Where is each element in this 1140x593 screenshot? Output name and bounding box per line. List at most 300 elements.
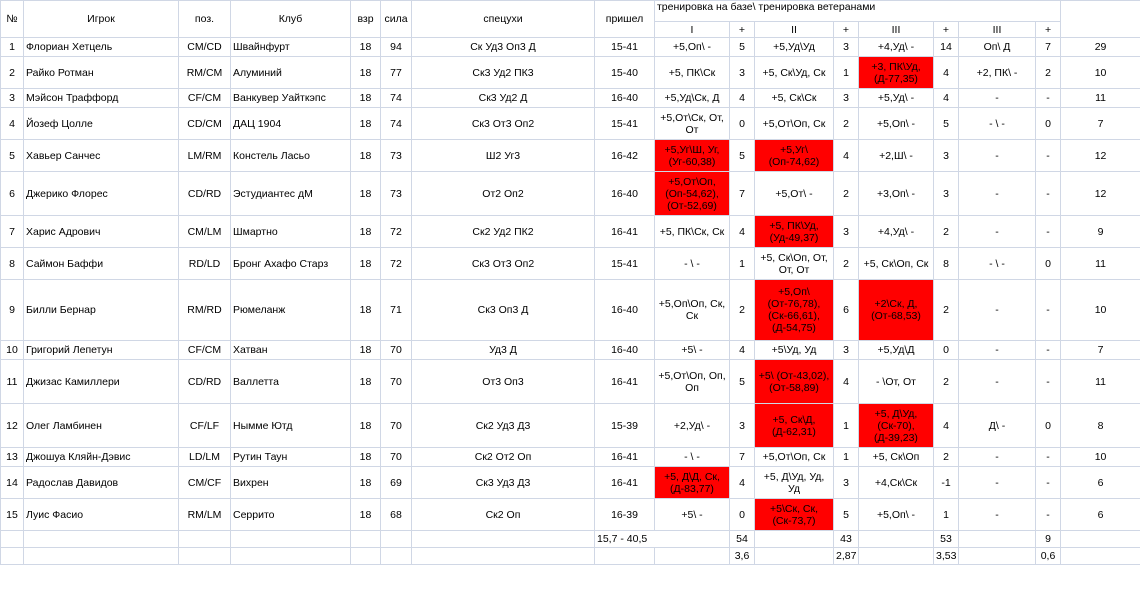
cell-p1: 7: [730, 448, 755, 467]
cell-specs: Ск3 От3 Оп2: [412, 108, 595, 140]
cell-specs: Ск3 Уд3 Д3: [412, 467, 595, 499]
cell-num: 4: [1, 108, 24, 140]
cell-t4: -: [959, 499, 1036, 531]
cell-p2: 2: [834, 108, 859, 140]
cell-came: 15-40: [595, 57, 655, 89]
cell-power: 70: [381, 404, 412, 448]
cell-player: Джерико Флорес: [24, 172, 179, 216]
cell-came: 16-40: [595, 280, 655, 341]
cell-t4: -: [959, 216, 1036, 248]
cell-specs: Ск2 От2 Оп: [412, 448, 595, 467]
cell-club: ДАЦ 1904: [231, 108, 351, 140]
cell-power: 73: [381, 140, 412, 172]
cell-power: 70: [381, 448, 412, 467]
cell-total: 8: [1061, 404, 1140, 448]
cell-num: 5: [1, 140, 24, 172]
cell-t3: +5,Оп\ -: [859, 499, 934, 531]
cell-specs: От3 Оп3: [412, 360, 595, 404]
cell-pos: RM/CM: [179, 57, 231, 89]
cell-total: 12: [1061, 140, 1140, 172]
cell-p2: 2: [834, 248, 859, 280]
cell-t3-highlight: +5, Д\Уд, (Ск-70), (Д-39,23): [859, 404, 934, 448]
cell-t3: +5, Ск\Оп, Ск: [859, 248, 934, 280]
cell-t2: +5\Уд, Уд: [755, 341, 834, 360]
table-row: [1, 172, 1140, 216]
cell-num: 7: [1, 216, 24, 248]
header-training-title: тренировка на базе\ тренировка ветеранами: [655, 1, 1061, 22]
cell-t2: +5,От\Оп, Ск: [755, 448, 834, 467]
cell-t1: +5,Уд\Ск, Д: [655, 89, 730, 108]
cell-num: 6: [1, 172, 24, 216]
cell-came: 16-41: [595, 467, 655, 499]
cell-t1: - \ -: [655, 448, 730, 467]
cell-p3: 4: [934, 57, 959, 89]
cell-p3: 8: [934, 248, 959, 280]
cell-p4-sum: 9: [1036, 531, 1061, 548]
cell-p3: 3: [934, 140, 959, 172]
cell-p4: 0: [1036, 248, 1061, 280]
cell-power: 72: [381, 248, 412, 280]
cell-p2: 1: [834, 404, 859, 448]
cell-num: 14: [1, 467, 24, 499]
cell-total: 10: [1061, 280, 1140, 341]
totals-row-sum: [1, 531, 1140, 548]
cell-t2: +5,От\ -: [755, 172, 834, 216]
cell-came: 16-40: [595, 172, 655, 216]
cell-num: 11: [1, 360, 24, 404]
cell-t2-highlight: +5, ПК\Уд, (Уд-49,37): [755, 216, 834, 248]
cell-player: Мэйсон Траффорд: [24, 89, 179, 108]
table-row: [1, 140, 1140, 172]
cell-p1: 4: [730, 216, 755, 248]
cell-t4: -: [959, 140, 1036, 172]
cell-num: 1: [1, 38, 24, 57]
cell-p2: 5: [834, 499, 859, 531]
cell-total: 10: [1061, 57, 1140, 89]
cell-age: 18: [351, 89, 381, 108]
cell-club: Серрито: [231, 499, 351, 531]
cell-power: 68: [381, 499, 412, 531]
cell-num: 12: [1, 404, 24, 448]
cell-came: 16-39: [595, 499, 655, 531]
cell-total: 7: [1061, 108, 1140, 140]
cell-power: 70: [381, 341, 412, 360]
totals-row-average: [1, 548, 1140, 565]
cell-p4: -: [1036, 89, 1061, 108]
cell-t2: +5,Уд\Уд: [755, 38, 834, 57]
cell-t1: +5,Оп\Оп, Ск, Ск: [655, 280, 730, 341]
cell-p1: 4: [730, 341, 755, 360]
cell-age: 18: [351, 172, 381, 216]
table-row: [1, 499, 1140, 531]
cell-club: Бронг Ахафо Старз: [231, 248, 351, 280]
header-age: взр: [351, 1, 381, 38]
cell-p3: 2: [934, 216, 959, 248]
cell-specs: Ск3 Оп3 Д: [412, 280, 595, 341]
cell-t3-highlight: +2\Ск, Д, (От-68,53): [859, 280, 934, 341]
table-row: [1, 467, 1140, 499]
cell-club: Вихрен: [231, 467, 351, 499]
cell-t3: +4,Уд\ -: [859, 38, 934, 57]
cell-pos: CM/CD: [179, 38, 231, 57]
cell-club: Швайнфурт: [231, 38, 351, 57]
cell-p1: 3: [730, 57, 755, 89]
header-t2: II: [755, 22, 834, 38]
cell-player: Флориан Хетцель: [24, 38, 179, 57]
cell-p2: 2: [834, 172, 859, 216]
cell-p2: 3: [834, 89, 859, 108]
cell-num: 15: [1, 499, 24, 531]
cell-came-average: 15,7 - 40,5: [595, 531, 730, 548]
cell-player: Харис Адрович: [24, 216, 179, 248]
cell-power: 77: [381, 57, 412, 89]
cell-p4-average: 0,6: [1036, 548, 1061, 565]
cell-player: Билли Бернар: [24, 280, 179, 341]
cell-t3-highlight: +3, ПК\Уд, (Д-77,35): [859, 57, 934, 89]
header-player: Игрок: [24, 1, 179, 38]
cell-p1-sum: 54: [730, 531, 755, 548]
cell-total: 29: [1061, 38, 1140, 57]
cell-club: Хатван: [231, 341, 351, 360]
cell-t3: - \От, От: [859, 360, 934, 404]
cell-age: 18: [351, 404, 381, 448]
cell-p2: 1: [834, 448, 859, 467]
cell-specs: Ск3 Уд2 ПК3: [412, 57, 595, 89]
cell-t1: +5\ -: [655, 499, 730, 531]
cell-t1: +5, ПК\Ск: [655, 57, 730, 89]
cell-p3: 2: [934, 360, 959, 404]
header-club: Клуб: [231, 1, 351, 38]
cell-p2-sum: 43: [834, 531, 859, 548]
cell-t1: +2,Уд\ -: [655, 404, 730, 448]
cell-player: Олег Ламбинен: [24, 404, 179, 448]
header-p4: +: [1036, 22, 1061, 38]
cell-age: 18: [351, 38, 381, 57]
cell-power: 74: [381, 89, 412, 108]
cell-p4: 2: [1036, 57, 1061, 89]
header-t3: III: [859, 22, 934, 38]
cell-player: Луис Фасио: [24, 499, 179, 531]
cell-t4: -: [959, 172, 1036, 216]
cell-t2: +5, Ск\Оп, От, От, От: [755, 248, 834, 280]
cell-t4: -: [959, 280, 1036, 341]
cell-total: 9: [1061, 216, 1140, 248]
cell-p4: 0: [1036, 404, 1061, 448]
cell-p2: 3: [834, 216, 859, 248]
cell-specs: Ск Уд3 Оп3 Д: [412, 38, 595, 57]
cell-p3: 5: [934, 108, 959, 140]
cell-t1-highlight: +5, Д\Д, Ск, (Д-83,77): [655, 467, 730, 499]
cell-t4: Оп\ Д: [959, 38, 1036, 57]
table-row: [1, 448, 1140, 467]
cell-came: 16-41: [595, 360, 655, 404]
cell-player: Йозеф Цолле: [24, 108, 179, 140]
cell-total: 6: [1061, 467, 1140, 499]
cell-num: 9: [1, 280, 24, 341]
cell-p3: 4: [934, 89, 959, 108]
cell-age: 18: [351, 280, 381, 341]
cell-p1: 5: [730, 360, 755, 404]
cell-pos: CM/LM: [179, 216, 231, 248]
cell-pos: CD/RD: [179, 360, 231, 404]
cell-t2-highlight: +5\ (От-43,02), (От-58,89): [755, 360, 834, 404]
cell-specs: Ш2 Уг3: [412, 140, 595, 172]
cell-p3: 4: [934, 404, 959, 448]
cell-specs: Ск2 Уд3 Д3: [412, 404, 595, 448]
cell-p1: 5: [730, 140, 755, 172]
cell-num: 13: [1, 448, 24, 467]
cell-power: 72: [381, 216, 412, 248]
cell-age: 18: [351, 248, 381, 280]
cell-t2: +5, Д\Уд, Уд, Уд: [755, 467, 834, 499]
cell-p3: 2: [934, 280, 959, 341]
cell-club: Валлетта: [231, 360, 351, 404]
cell-pos: CF/CM: [179, 341, 231, 360]
cell-t4: -: [959, 341, 1036, 360]
header-blank: [1061, 1, 1140, 38]
cell-t3: +3,Оп\ -: [859, 172, 934, 216]
cell-p3: 3: [934, 172, 959, 216]
cell-came: 15-41: [595, 108, 655, 140]
cell-t1-highlight: +5,От\Оп, (Оп-54,62), (От-52,69): [655, 172, 730, 216]
cell-club: Нымме Ютд: [231, 404, 351, 448]
cell-num: 3: [1, 89, 24, 108]
cell-t2: +5, Ск\Уд, Ск: [755, 57, 834, 89]
header-p2: +: [834, 22, 859, 38]
cell-player: Григорий Лепетун: [24, 341, 179, 360]
cell-pos: LD/LM: [179, 448, 231, 467]
table-row: [1, 38, 1140, 57]
cell-t1: +5,От\Ск, От, От: [655, 108, 730, 140]
cell-specs: Ск3 От3 Оп2: [412, 248, 595, 280]
header-pos: поз.: [179, 1, 231, 38]
cell-p4: -: [1036, 499, 1061, 531]
cell-pos: CD/RD: [179, 172, 231, 216]
cell-age: 18: [351, 448, 381, 467]
cell-t2: +5, Ск\Ск: [755, 89, 834, 108]
cell-t4: - \ -: [959, 108, 1036, 140]
cell-p1: 4: [730, 89, 755, 108]
cell-total: 12: [1061, 172, 1140, 216]
cell-p4: -: [1036, 140, 1061, 172]
cell-player: Хавьер Санчес: [24, 140, 179, 172]
cell-num: 8: [1, 248, 24, 280]
cell-specs: Ск2 Оп: [412, 499, 595, 531]
table-row: [1, 216, 1140, 248]
cell-p3-average: 3,53: [934, 548, 959, 565]
cell-pos: RM/RD: [179, 280, 231, 341]
cell-age: 18: [351, 216, 381, 248]
header-row-1: [1, 1, 1140, 22]
cell-club: Констель Ласьо: [231, 140, 351, 172]
cell-p4: -: [1036, 172, 1061, 216]
cell-t4: -: [959, 360, 1036, 404]
cell-came: 15-41: [595, 38, 655, 57]
cell-pos: CM/CF: [179, 467, 231, 499]
cell-player: Радослав Давидов: [24, 467, 179, 499]
cell-t2-highlight: +5, Ск\Д, (Д-62,31): [755, 404, 834, 448]
cell-p4: -: [1036, 280, 1061, 341]
cell-p3: 0: [934, 341, 959, 360]
cell-age: 18: [351, 341, 381, 360]
cell-t3: +5, Ск\Оп: [859, 448, 934, 467]
cell-p1: 4: [730, 467, 755, 499]
cell-p4: -: [1036, 448, 1061, 467]
cell-total: 11: [1061, 360, 1140, 404]
cell-t4: Д\ -: [959, 404, 1036, 448]
cell-p4: -: [1036, 467, 1061, 499]
cell-pos: LM/RM: [179, 140, 231, 172]
cell-t4: -: [959, 448, 1036, 467]
cell-age: 18: [351, 57, 381, 89]
cell-club: Шмартно: [231, 216, 351, 248]
cell-p3: 2: [934, 448, 959, 467]
cell-p4: -: [1036, 216, 1061, 248]
cell-t4: +2, ПК\ -: [959, 57, 1036, 89]
cell-p1: 3: [730, 404, 755, 448]
cell-t1: +5,Оп\ -: [655, 38, 730, 57]
cell-club: Рутин Таун: [231, 448, 351, 467]
cell-came: 16-40: [595, 341, 655, 360]
cell-t3: +2,Ш\ -: [859, 140, 934, 172]
cell-p4: 0: [1036, 108, 1061, 140]
cell-player: Райко Ротман: [24, 57, 179, 89]
cell-total: 11: [1061, 248, 1140, 280]
header-p3: +: [934, 22, 959, 38]
cell-p2: 6: [834, 280, 859, 341]
cell-t4: -: [959, 89, 1036, 108]
cell-club: Эстудиантес дМ: [231, 172, 351, 216]
cell-total: 11: [1061, 89, 1140, 108]
cell-p1: 1: [730, 248, 755, 280]
cell-club: Алуминий: [231, 57, 351, 89]
cell-age: 18: [351, 499, 381, 531]
cell-specs: Уд3 Д: [412, 341, 595, 360]
cell-specs: Ск3 Уд2 Д: [412, 89, 595, 108]
table-row: [1, 360, 1140, 404]
cell-came: 15-39: [595, 404, 655, 448]
table-row: [1, 341, 1140, 360]
cell-total: 6: [1061, 499, 1140, 531]
header-t4: III: [959, 22, 1036, 38]
cell-p2: 1: [834, 57, 859, 89]
table-row: [1, 57, 1140, 89]
cell-t3: +5,Оп\ -: [859, 108, 934, 140]
cell-t3: +4,Ск\Ск: [859, 467, 934, 499]
cell-t2-highlight: +5\Ск, Ск, (Ск-73,7): [755, 499, 834, 531]
table-row: [1, 404, 1140, 448]
cell-p4: -: [1036, 360, 1061, 404]
header-num: №: [1, 1, 24, 38]
header-t1: I: [655, 22, 730, 38]
cell-pos: CF/LF: [179, 404, 231, 448]
cell-t1: +5\ -: [655, 341, 730, 360]
cell-specs: Ск2 Уд2 ПК2: [412, 216, 595, 248]
cell-came: 16-42: [595, 140, 655, 172]
cell-came: 16-40: [595, 89, 655, 108]
cell-p4: 7: [1036, 38, 1061, 57]
cell-p2-average: 2,87: [834, 548, 859, 565]
cell-p1-average: 3,6: [730, 548, 755, 565]
cell-num: 10: [1, 341, 24, 360]
cell-power: 94: [381, 38, 412, 57]
cell-pos: RM/LM: [179, 499, 231, 531]
cell-came: 15-41: [595, 248, 655, 280]
cell-player: Саймон Баффи: [24, 248, 179, 280]
cell-t4: -: [959, 467, 1036, 499]
cell-power: 69: [381, 467, 412, 499]
cell-p1: 5: [730, 38, 755, 57]
cell-power: 73: [381, 172, 412, 216]
table-row: [1, 89, 1140, 108]
header-p1: +: [730, 22, 755, 38]
cell-t1-highlight: +5,Уг\Ш, Уг, (Уг-60,38): [655, 140, 730, 172]
cell-pos: RD/LD: [179, 248, 231, 280]
cell-p3: 1: [934, 499, 959, 531]
cell-t3: +5,Уд\ -: [859, 89, 934, 108]
cell-came: 16-41: [595, 448, 655, 467]
cell-player: Джошуа Кляйн-Дэвис: [24, 448, 179, 467]
cell-t3: +4,Уд\ -: [859, 216, 934, 248]
table-row: [1, 108, 1140, 140]
cell-power: 70: [381, 360, 412, 404]
cell-total: 10: [1061, 448, 1140, 467]
cell-club: Ванкувер Уайткэпс: [231, 89, 351, 108]
cell-t1: +5,От\Оп, Оп, Оп: [655, 360, 730, 404]
cell-p3: 14: [934, 38, 959, 57]
cell-age: 18: [351, 467, 381, 499]
table-row: [1, 248, 1140, 280]
cell-power: 71: [381, 280, 412, 341]
cell-p3: -1: [934, 467, 959, 499]
cell-t2-highlight: +5,Уг\ (Оп-74,62): [755, 140, 834, 172]
cell-club: Рюмеланж: [231, 280, 351, 341]
cell-came: 16-41: [595, 216, 655, 248]
cell-p2: 3: [834, 341, 859, 360]
cell-p2: 4: [834, 140, 859, 172]
cell-t4: - \ -: [959, 248, 1036, 280]
cell-pos: CD/CM: [179, 108, 231, 140]
cell-p2: 3: [834, 467, 859, 499]
cell-t1: - \ -: [655, 248, 730, 280]
cell-age: 18: [351, 360, 381, 404]
cell-p1: 0: [730, 108, 755, 140]
cell-p2: 4: [834, 360, 859, 404]
cell-t2-highlight: +5,Оп\(От-76,78), (Ск-66,61), (Д-54,75): [755, 280, 834, 341]
cell-t3: +5,Уд\Д: [859, 341, 934, 360]
cell-player: Джизас Камиллери: [24, 360, 179, 404]
cell-t1: +5, ПК\Ск, Ск: [655, 216, 730, 248]
cell-power: 74: [381, 108, 412, 140]
cell-age: 18: [351, 140, 381, 172]
cell-p1: 0: [730, 499, 755, 531]
cell-pos: CF/CM: [179, 89, 231, 108]
cell-p2: 3: [834, 38, 859, 57]
header-power: сила: [381, 1, 412, 38]
cell-p3-sum: 53: [934, 531, 959, 548]
table-row: [1, 280, 1140, 341]
cell-t2: +5,От\Оп, Ск: [755, 108, 834, 140]
header-specs: спецухи: [412, 1, 595, 38]
header-came: пришел: [595, 1, 655, 38]
cell-specs: От2 Оп2: [412, 172, 595, 216]
cell-num: 2: [1, 57, 24, 89]
cell-p4: -: [1036, 341, 1061, 360]
cell-p1: 2: [730, 280, 755, 341]
cell-total: 7: [1061, 341, 1140, 360]
cell-age: 18: [351, 108, 381, 140]
cell-p1: 7: [730, 172, 755, 216]
